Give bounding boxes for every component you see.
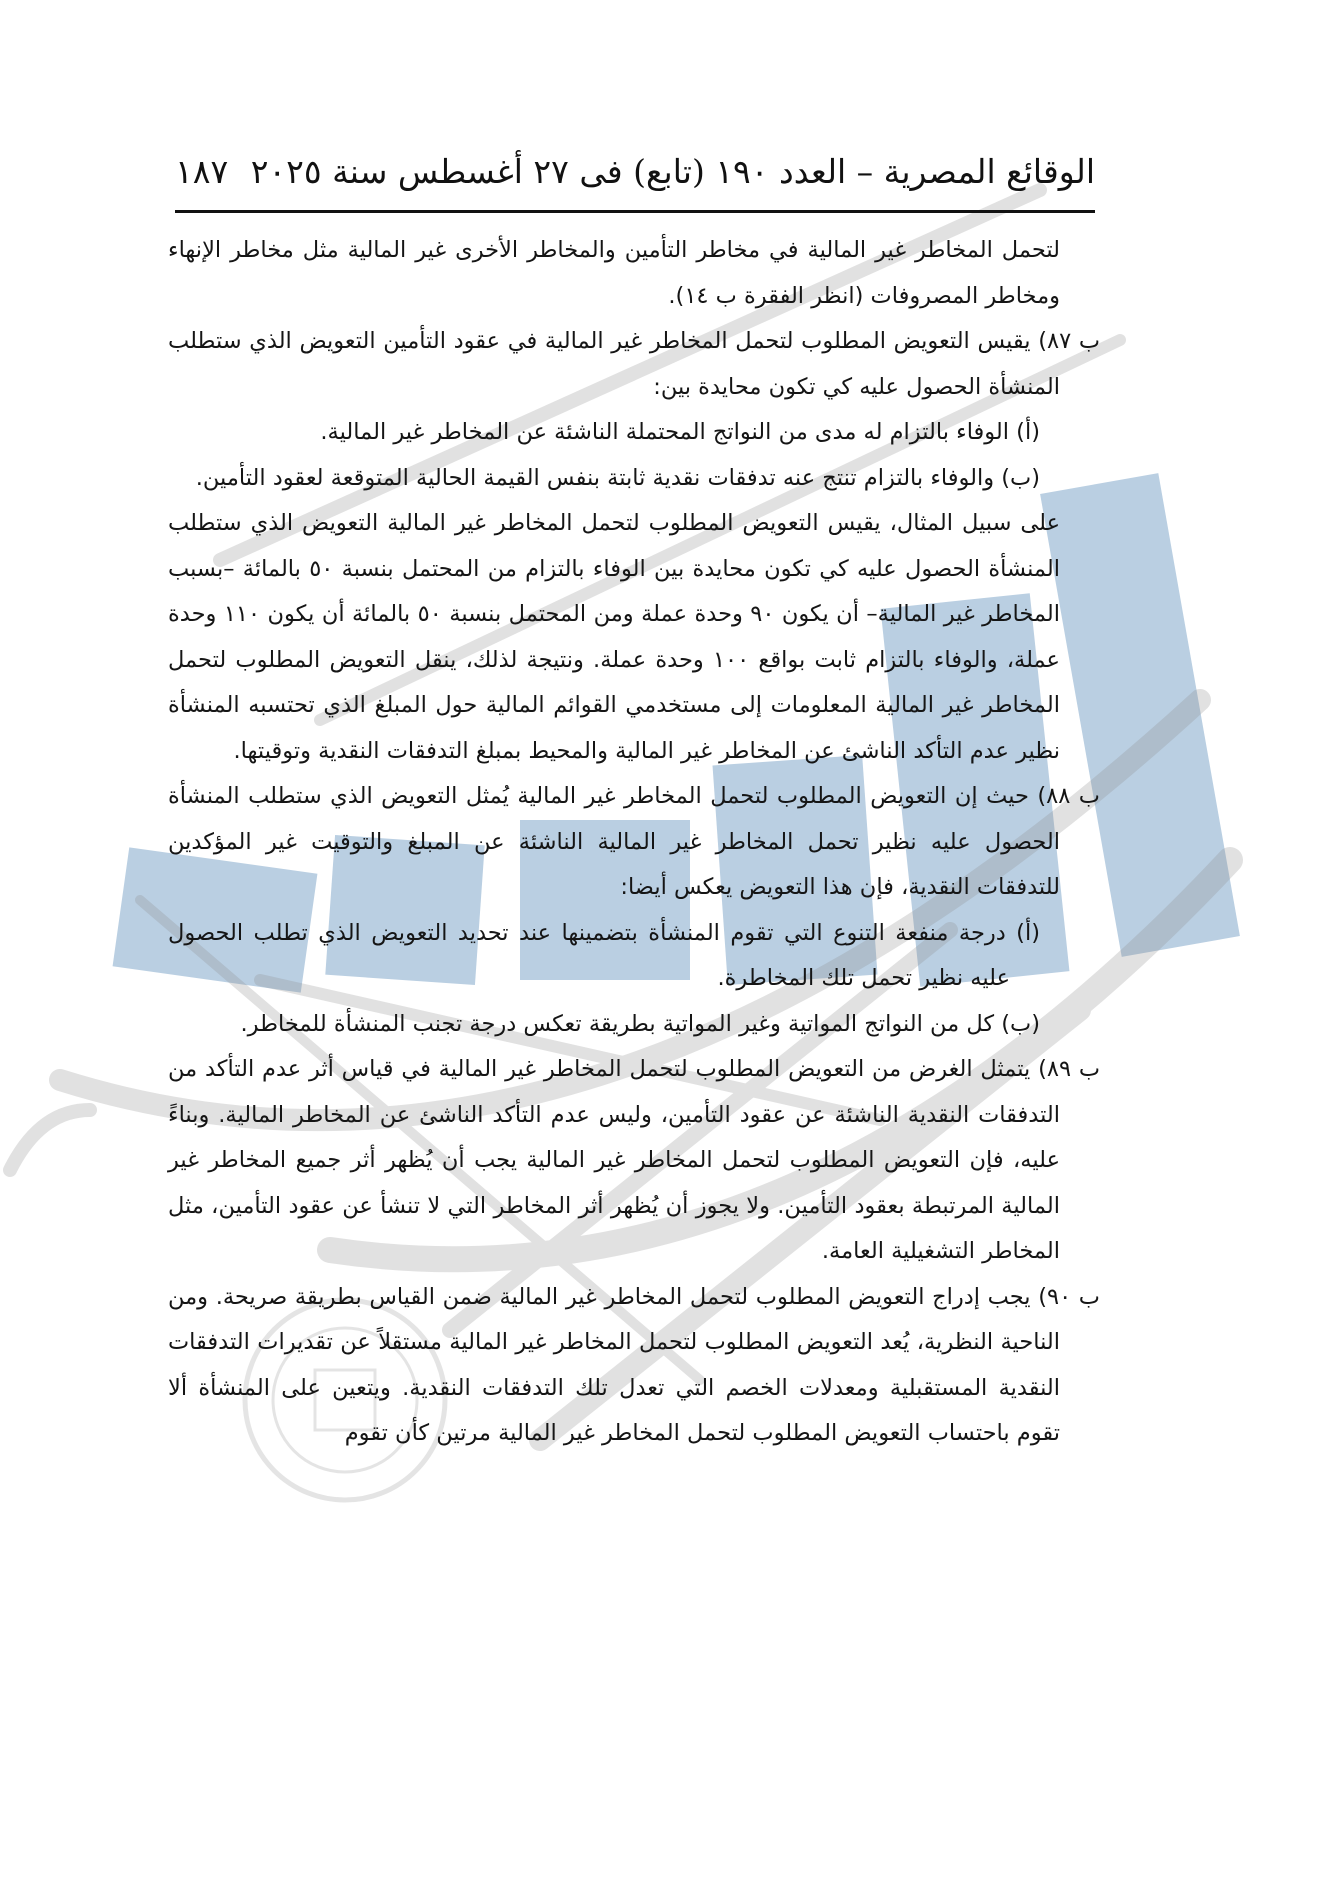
paragraph-number: ب ٨٨) [1037,783,1100,809]
paragraph-number: ب ٩٠) [1038,1283,1100,1310]
paragraph-text: حيث إن التعويض المطلوب لتحمل المخاطر غير المالية يُمثل التعويض الذي ستطلب المنشأة الحصول عليه نظير تحمل المخاطر غير المالية الناشئة عن المبلغ والتوقيت غير المؤكدين للتدفقات النقدية، فإن هذا التعويض يعكس أيضا: [168,783,1060,900]
header-title: الوقائع المصرية – العدد ١٩٠ (تابع) فى ٢٧ أغسطس سنة ٢٠٢٥ [250,151,1095,191]
list-item-b: (ب) والوفاء بالتزام تنتج عنه تدفقات نقدية ثابتة بنفس القيمة الحالية المتوقعة لعقود التأمين. [195,464,1040,491]
paragraph-b87 [168,319,1100,410]
paragraph-text: يقيس التعويض المطلوب لتحمل المخاطر غير المالية في عقود التأمين التعويض الذي ستطلب المنشأة الحصول عليه كي تكون محايدة بين: [168,328,1060,400]
page-header [175,145,1095,197]
paragraph-text: يجب إدراج التعويض المطلوب لتحمل المخاطر غير المالية ضمن القياس بطريقة صريحة. ومن الناحية النظرية، يُعد التعويض المطلوب لتحمل المخاطر غير المالية مستقلاً عن تقديرات التدفقات النقدية المستقبلية ومعدلات الخصم التي تعدل تلك التدفقات النقدية. ويتعين على المنشأة ألا تقوم باحتساب التعويض المطلوب لتحمل المخاطر غير المالية مرتين كأن تقوم [168,1283,1060,1446]
paragraph-example: على سبيل المثال، يقيس التعويض المطلوب لتحمل المخاطر غير المالية التعويض الذي ستطلب المنشأة الحصول عليه كي تكون محايدة بين الوفاء بالتزام من المحتمل بنسبة ٥٠ بالمائة –بسبب المخاطر غير المالية– أن يكون ٩٠ وحدة عملة ومن المحتمل بنسبة ٥٠ بالمائة أن يكون ١١٠ وحدة عملة، والوفاء بالتزام ثابت بواقع ١٠٠ وحدة عملة. ونتيجة لذلك، ينقل التعويض المطلوب لتحمل المخاطر غير المالية المعلومات إلى مستخدمي القوائم المالية حول المبلغ الذي تحتسبه المنشأة نظير عدم التأكد الناشئ عن المخاطر غير المالية والمحيط بمبلغ التدفقات النقدية وتوقيتها. [168,510,1061,764]
paragraph-text: يتمثل الغرض من التعويض المطلوب لتحمل المخاطر غير المالية في قياس أثر عدم التأكد من التدفقات النقدية الناشئة عن عقود التأمين، وليس عدم التأكد الناشئ عن المخاطر المالية. وبناءً عليه، فإن التعويض المطلوب لتحمل المخاطر غير المالية يجب أن يُظهر أثر جميع المخاطر غير المالية المرتبطة بعقود التأمين. ولا يجوز أن يُظهر أثر المخاطر التي لا تنشأ عن عقود التأمين، مثل المخاطر التشغيلية العامة. [168,1056,1060,1264]
document-body [168,228,1100,1457]
list-item-a: (أ) درجة منفعة التنوع التي تقوم المنشأة بتضمينها عند تحديد التعويض الذي تطلب الحصول عليه نظير تحمل تلك المخاطرة. [168,919,1040,991]
paragraph-number: ب ٨٧) [1038,328,1101,354]
list-item-b: (ب) كل من النواتج المواتية وغير المواتية بطريقة تعكس درجة تجنب المنشأة للمخاطر. [240,1010,1040,1037]
paragraph-number: ب ٨٩) [1038,1056,1100,1082]
paragraph-b88 [168,774,1100,911]
header-divider [175,210,1095,213]
paragraph-b90 [168,1275,1100,1457]
page-number: ١٨٧ [175,151,229,191]
paragraph-continuation: لتحمل المخاطر غير المالية في مخاطر التأمين والمخاطر الأخرى غير المالية مثل مخاطر الإنهاء ومخاطر المصروفات (انظر الفقرة ب ١٤). [168,237,1060,309]
list-item-a: (أ) الوفاء بالتزام له مدى من النواتج المحتملة الناشئة عن المخاطر غير المالية. [320,419,1040,445]
paragraph-b89 [168,1047,1100,1275]
